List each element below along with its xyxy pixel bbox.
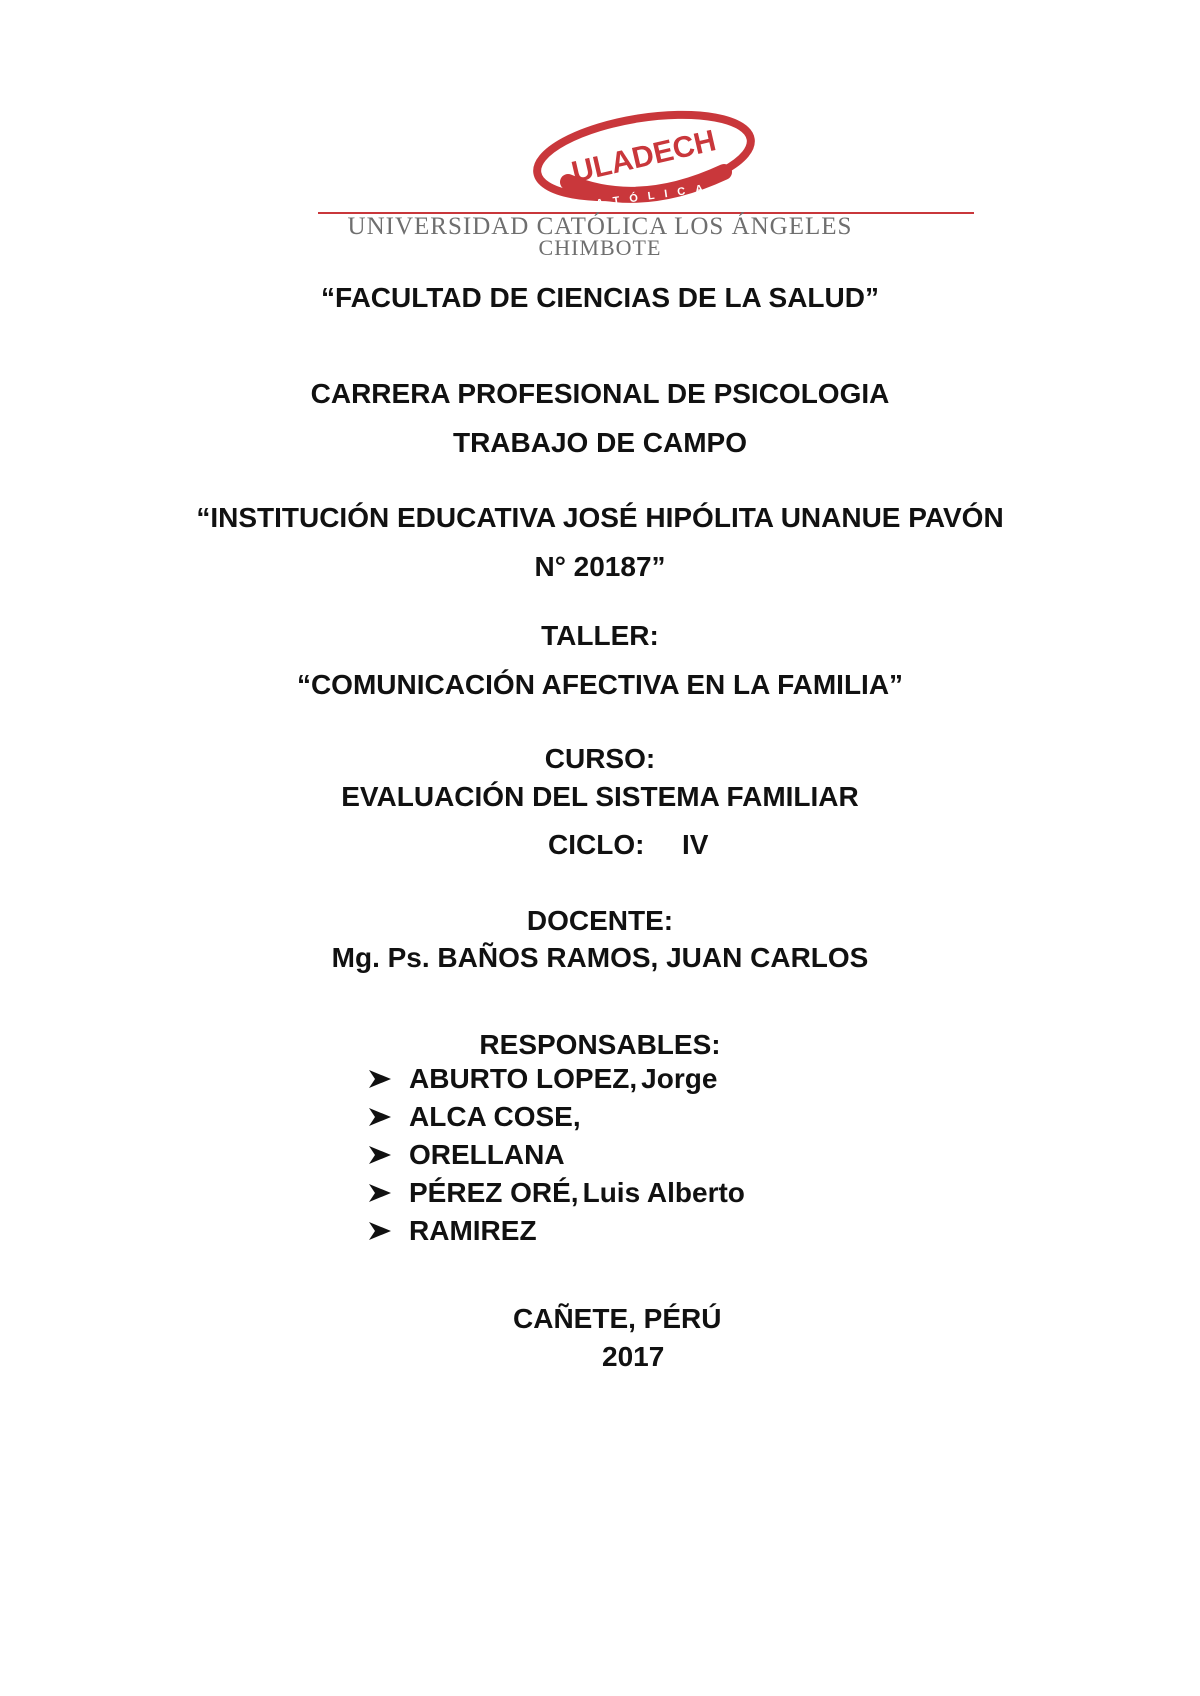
responsable-surname: RAMIREZ	[409, 1215, 537, 1246]
arrow-bullet-icon	[367, 1106, 393, 1128]
course-label: CURSO:	[544, 743, 656, 774]
university-city: CHIMBOTE	[538, 235, 662, 260]
arrow-bullet-icon	[367, 1068, 393, 1090]
responsables-label: RESPONSABLES:	[479, 1029, 721, 1060]
cycle-label: CICLO:	[548, 829, 645, 860]
teacher-label: DOCENTE:	[526, 905, 674, 936]
list-item	[367, 1136, 745, 1174]
career-title: CARRERA PROFESIONAL DE PSICOLOGIA	[310, 378, 890, 409]
institution-name: “INSTITUCIÓN EDUCATIVA JOSÉ HIPÓLITA UNANUE PAVÓN	[196, 502, 1004, 533]
svg-text:CATÓLICA: CATÓLICA	[577, 181, 714, 212]
responsables-list	[367, 1060, 745, 1250]
list-item	[367, 1060, 745, 1098]
list-item	[367, 1212, 745, 1250]
arrow-bullet-icon	[367, 1182, 393, 1204]
responsable-surname: ORELLANA	[409, 1139, 565, 1170]
teacher-name: Mg. Ps. BAÑOS RAMOS, JUAN CARLOS	[331, 942, 869, 973]
course-name: EVALUACIÓN DEL SISTEMA FAMILIAR	[341, 781, 859, 812]
list-item	[367, 1098, 745, 1136]
arrow-bullet-icon	[367, 1220, 393, 1242]
workshop-label: TALLER:	[541, 620, 659, 651]
workshop-title: “COMUNICACIÓN AFECTIVA EN LA FAMILIA”	[296, 669, 904, 700]
responsable-given-name: Luis Alberto	[582, 1177, 745, 1208]
work-type: TRABAJO DE CAMPO	[452, 427, 747, 458]
svg-text:ULADECH: ULADECH	[568, 124, 720, 190]
place: CAÑETE, PÉRÚ	[513, 1303, 722, 1334]
arrow-bullet-icon	[367, 1144, 393, 1166]
uladech-logo	[528, 108, 760, 212]
cycle-value: IV	[682, 829, 709, 860]
list-item	[367, 1174, 745, 1212]
responsable-given-name: Jorge	[641, 1063, 718, 1094]
faculty-title: “FACULTAD DE CIENCIAS DE LA SALUD”	[321, 282, 879, 313]
year: 2017	[602, 1341, 665, 1372]
responsable-surname: ABURTO LOPEZ,	[409, 1063, 638, 1094]
responsable-surname: PÉREZ ORÉ,	[409, 1177, 579, 1208]
responsable-surname: ALCA COSE,	[409, 1101, 581, 1132]
institution-number: N° 20187”	[534, 551, 666, 582]
university-name: UNIVERSIDAD CATÓLICA LOS ÁNGELES	[347, 213, 853, 240]
